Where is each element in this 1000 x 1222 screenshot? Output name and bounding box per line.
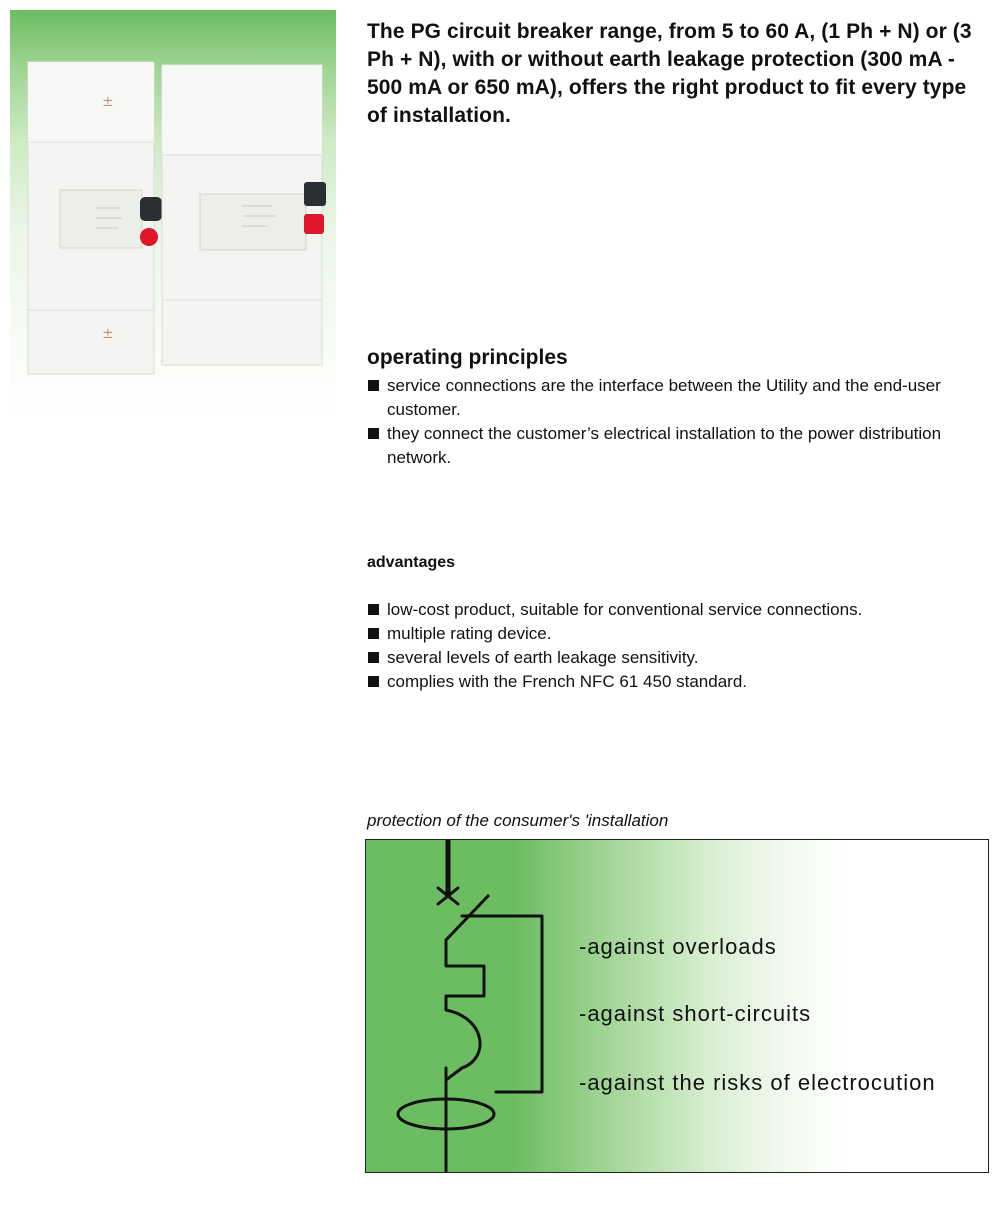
protection-diagram (365, 839, 989, 1173)
feature-short-circuits: -against short-circuits (579, 1001, 812, 1026)
list-item-text: they connect the customer’s electrical installation to the power distribution network. (387, 424, 942, 467)
diagram-caption: protection of the consumer's 'installation (367, 811, 669, 830)
feature-electrocution: -against the risks of electrocution (579, 1070, 936, 1095)
list-item (367, 646, 992, 670)
principles-list (367, 374, 992, 470)
list-item (367, 598, 992, 622)
list-item-text: multiple rating device. (387, 624, 552, 643)
breaker-single-phase (28, 62, 162, 374)
principles-heading: operating principles (367, 346, 568, 369)
advantages-heading: advantages (367, 554, 456, 571)
intro-text: The PG circuit breaker range, from 5 to 60 A, (1 Ph + N) or (3 Ph + N), with or without earth leakage protection (300 mA - 500 mA or 650 mA), offers the right product to fit every type of installation. (367, 20, 972, 127)
circuit-breakers-illustration (10, 10, 336, 420)
list-item (367, 622, 992, 646)
list-item (367, 670, 992, 694)
list-item (367, 374, 992, 422)
list-item-text: several levels of earth leakage sensitivity. (387, 648, 699, 667)
list-item-text: service connections are the interface between the Utility and the end-user customer. (387, 376, 941, 419)
list-item-text: complies with the French NFC 61 450 standard. (387, 672, 748, 691)
feature-overloads: -against overloads (579, 934, 777, 959)
advantages-list (367, 598, 992, 694)
breaker-three-phase (162, 65, 326, 365)
svg-text:±: ± (102, 326, 114, 342)
list-item (367, 422, 992, 470)
svg-text:±: ± (102, 94, 114, 110)
list-item-text: low-cost product, suitable for conventional service connections. (387, 600, 863, 619)
product-photo (10, 10, 336, 420)
